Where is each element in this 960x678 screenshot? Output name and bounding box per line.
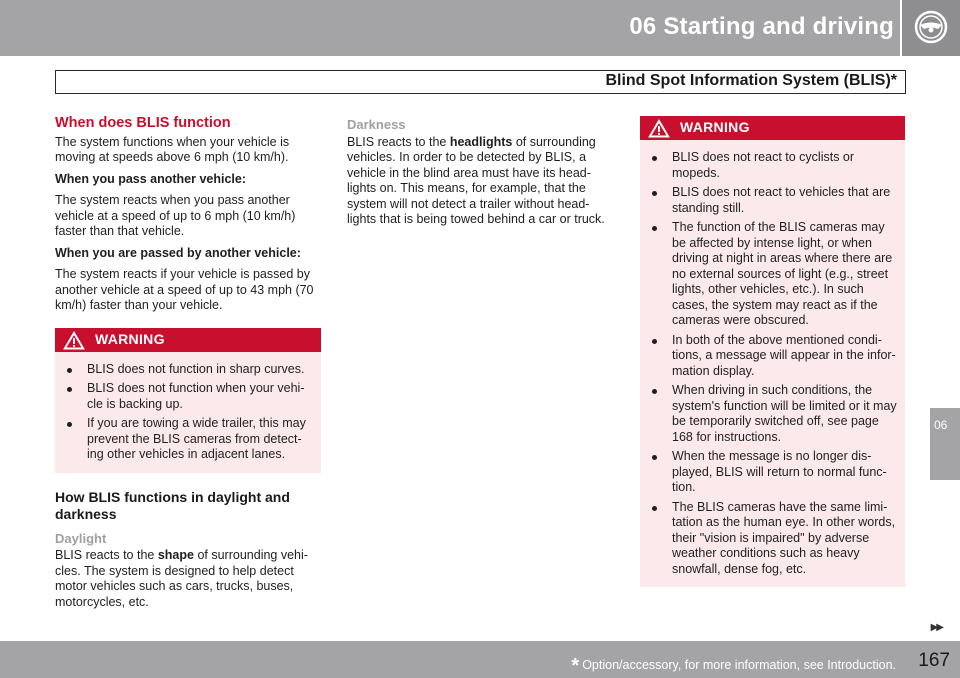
passed-label: When you are passed by another vehicle: [55, 245, 301, 260]
daylight-paragraph: BLIS reacts to the shape of surrounding vehi-cles. The system is designed to help detect motor vehicles such as cars, trucks, buses, motorcycles, etc. [55, 548, 308, 609]
list-item: In both of the above mentioned condi-tions, a message will appear in the infor-mation display. [640, 333, 897, 380]
chapter-title: 06 Starting and driving [629, 13, 894, 40]
next-page-arrows: ▶▶ [930, 622, 942, 633]
chapter-icon-box [900, 0, 960, 56]
list-item: BLIS does not react to vehicles that are standing still. [640, 185, 897, 216]
column-3 [640, 116, 905, 599]
list-item: When the message is no longer dis-played, BLIS will return to normal func-tion. [640, 449, 897, 496]
daylight-darkness-heading: How BLIS functions in daylight and darkness [55, 488, 290, 522]
footer-bar [0, 641, 960, 678]
list-item: BLIS does not function when your vehi-cle is backing up. [55, 381, 313, 412]
warning-triangle-icon [648, 119, 670, 138]
list-item: BLIS does not function in sharp curves. [55, 362, 313, 378]
passed-paragraph: The system reacts if your vehicle is passed by another vehicle at a speed of up to 43 mph (70 km/h) faster than your vehicle. [55, 267, 314, 312]
section-heading: When does BLIS function [55, 115, 231, 131]
list-item: If you are towing a wide trailer, this may prevent the BLIS cameras from detect-ing other vehicles in adjacent lanes. [55, 416, 313, 463]
warning-list [55, 352, 321, 463]
list-item: BLIS does not react to cyclists or mopeds. [640, 150, 897, 181]
warning-triangle-icon [63, 331, 85, 350]
warning-header [640, 116, 905, 140]
footnote-star: * [571, 655, 580, 677]
warning-header [55, 328, 321, 352]
intro-paragraph: The system functions when your vehicle is moving at speeds above 6 mph (10 km/h). [55, 134, 290, 164]
page-number: 167 [918, 650, 950, 671]
side-tab-number: 06 [934, 418, 948, 432]
section-title: Blind Spot Information System (BLIS)* [605, 72, 897, 89]
steering-wheel-icon [914, 10, 948, 44]
warning-list [640, 140, 905, 577]
warning-title: WARNING [95, 330, 165, 347]
list-item: The function of the BLIS cameras may be affected by intense light, or when driving at night in areas where there are no external sources of light (e.g., street lights, other vehicles, etc.). In such cases, the system may react as if the cameras were obscured. [640, 220, 897, 329]
chapter-header-bar [0, 0, 960, 56]
darkness-paragraph: BLIS reacts to the headlights of surrounding vehicles. In order to be detected by BLIS, a vehicle in the blind area must have its head-lights on. This means, for example, that the system will not detect a trailer without head-lights that is being towed behind a car or truck. [347, 134, 605, 226]
warning-title: WARNING [680, 119, 750, 135]
pass-label: When you pass another vehicle: [55, 171, 247, 186]
column-2 [347, 116, 613, 234]
section-title-bar [55, 70, 906, 94]
darkness-subheading: Darkness [347, 117, 406, 132]
list-item: When driving in such conditions, the system's function will be limited or it may be temporarily switched off, see page 168 for instructions. [640, 383, 897, 445]
daylight-subheading: Daylight [55, 530, 107, 546]
pass-paragraph: The system reacts when you pass another vehicle at a speed of up to 6 mph (10 km/h) faster than that vehicle. [55, 193, 296, 238]
list-item: The BLIS cameras have the same limi-tation as the human eye. In other words, their "vision is impaired" by adverse weather conditions such as heavy snowfall, dense fog, etc. [640, 500, 897, 578]
chapter-side-tab [930, 408, 960, 480]
column-1 [55, 116, 321, 616]
warning-box-2 [640, 116, 905, 587]
warning-box-1 [55, 328, 321, 473]
footnote: * Option/accessory, for more information, see Introduction. [571, 655, 896, 677]
